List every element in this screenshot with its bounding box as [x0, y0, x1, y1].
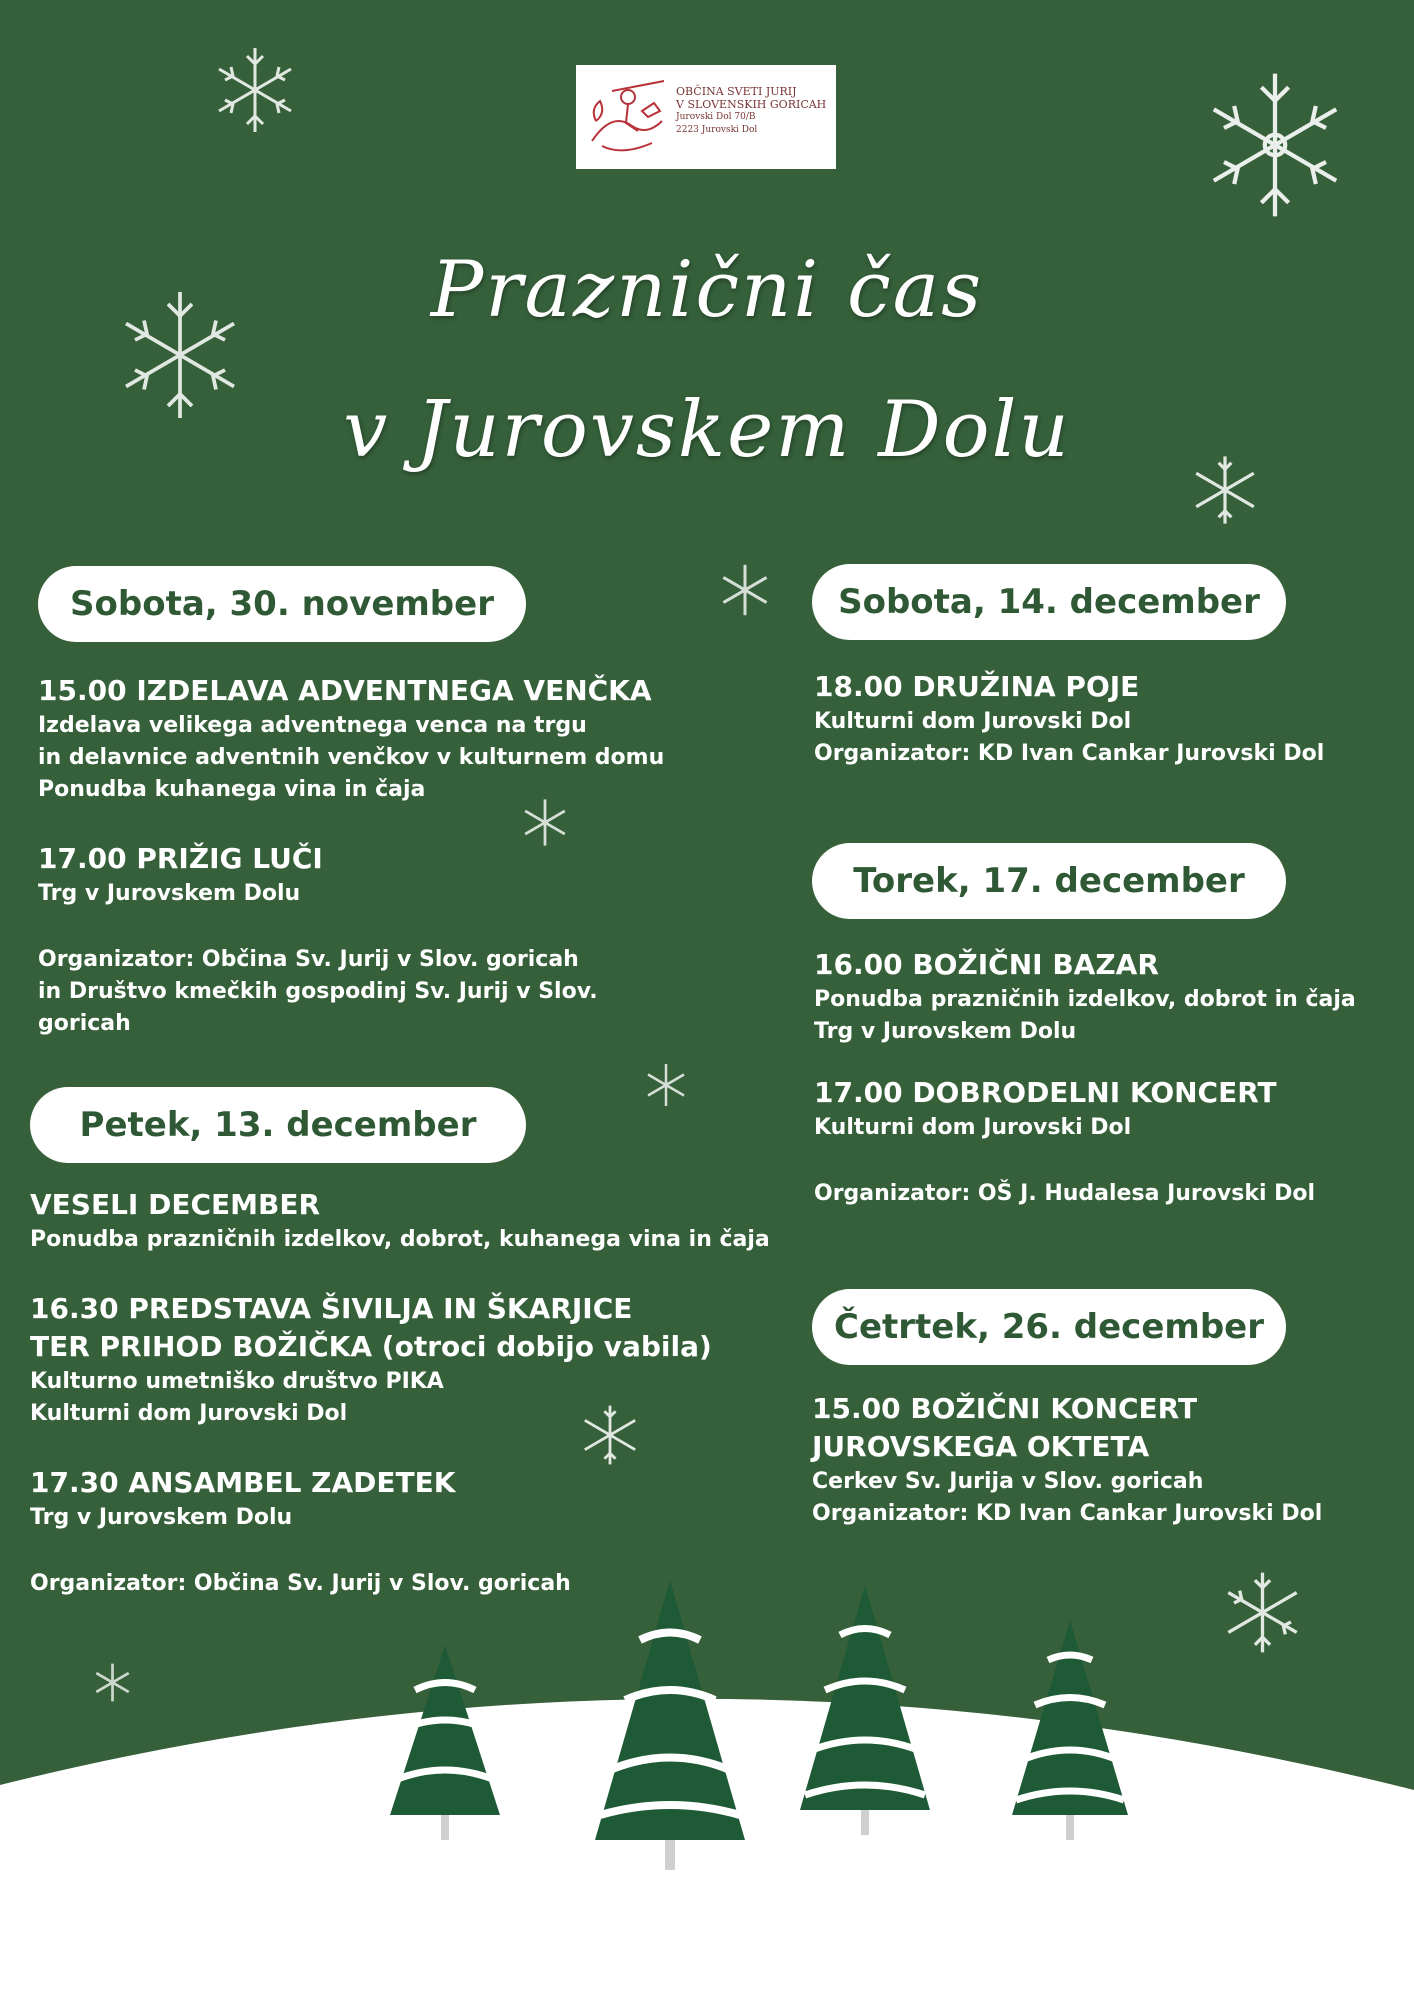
event-detail: Kulturni dom Jurovski Dol	[814, 1115, 1132, 1140]
organizer: in Društvo kmečkih gospodinj Sv. Jurij v Slov. goricah	[38, 979, 598, 1036]
event-title: 16.00 BOŽIČNI BAZAR	[814, 948, 1159, 981]
date-pill-saturday-30-november: Sobota, 30. november	[38, 566, 526, 642]
event-title: 15.00 IZDELAVA ADVENTNEGA VENČKA	[38, 674, 652, 707]
event-title: 15.00 BOŽIČNI KONCERT	[812, 1392, 1198, 1425]
event-title: 17.00 DOBRODELNI KONCERT	[814, 1076, 1277, 1109]
event-detail: Ponudba kuhanega vina in čaja	[38, 777, 426, 802]
organizer: Organizator: OŠ J. Hudalesa Jurovski Dol	[814, 1181, 1316, 1206]
date-pill-saturday-14-december: Sobota, 14. december	[812, 564, 1286, 640]
event-detail: Ponudba prazničnih izdelkov, dobrot in čaja	[814, 987, 1356, 1012]
organizer: Organizator: KD Ivan Cankar Jurovski Dol	[814, 741, 1325, 766]
event-detail: Trg v Jurovskem Dolu	[38, 881, 301, 906]
date-pill-friday-13-december: Petek, 13. december	[30, 1087, 526, 1163]
poster-title-line2: v Jurovskem Dolu	[343, 385, 1071, 475]
logo-address2: 2223 Jurovski Dol	[676, 125, 758, 135]
event-title: 18.00 DRUŽINA POJE	[814, 670, 1140, 703]
organizer: Organizator: KD Ivan Cankar Jurovski Dol	[812, 1501, 1323, 1526]
logo-name-line1: OBČINA SVETI JURIJ	[676, 85, 797, 98]
event-detail: Kulturni dom Jurovski Dol	[814, 709, 1132, 734]
event-detail: Cerkev Sv. Jurija v Slov. goricah	[812, 1469, 1204, 1494]
organizer: Organizator: Občina Sv. Jurij v Slov. goricah	[30, 1571, 571, 1596]
event-detail: Kulturni dom Jurovski Dol	[30, 1401, 348, 1426]
event-title: 16.30 PREDSTAVA ŠIVILJA IN ŠKARJICE	[30, 1292, 633, 1325]
event-detail: Trg v Jurovskem Dolu	[814, 1019, 1077, 1044]
event-detail: Ponudba prazničnih izdelkov, dobrot, kuhanega vina in čaja	[30, 1227, 770, 1252]
event-detail: Izdelava velikega adventnega venca na trgu	[38, 713, 587, 738]
poster-title-line1: Praznični čas	[430, 245, 984, 335]
date-pill-tuesday-17-december: Torek, 17. december	[812, 843, 1286, 919]
event-title: TER PRIHOD BOŽIČKA (otroci dobijo vabila)	[30, 1330, 712, 1363]
event-detail: Trg v Jurovskem Dolu	[30, 1505, 293, 1530]
logo-name-line2: V SLOVENSKIH GORICAH	[676, 98, 827, 111]
event-title: 17.00 PRIŽIG LUČI	[38, 842, 323, 875]
date-pill-thursday-26-december: Četrtek, 26. december	[812, 1289, 1286, 1365]
event-detail: in delavnice adventnih venčkov v kulturnem domu	[38, 745, 665, 770]
organizer: Organizator: Občina Sv. Jurij v Slov. goricah	[38, 947, 579, 972]
event-title: JUROVSKEGA OKTETA	[812, 1430, 1150, 1463]
logo-address1: Jurovski Dol 70/B	[676, 112, 756, 122]
event-detail: Kulturno umetniško društvo PIKA	[30, 1369, 444, 1394]
event-title: 17.30 ANSAMBEL ZADETEK	[30, 1466, 456, 1499]
event-title: VESELI DECEMBER	[30, 1188, 321, 1221]
